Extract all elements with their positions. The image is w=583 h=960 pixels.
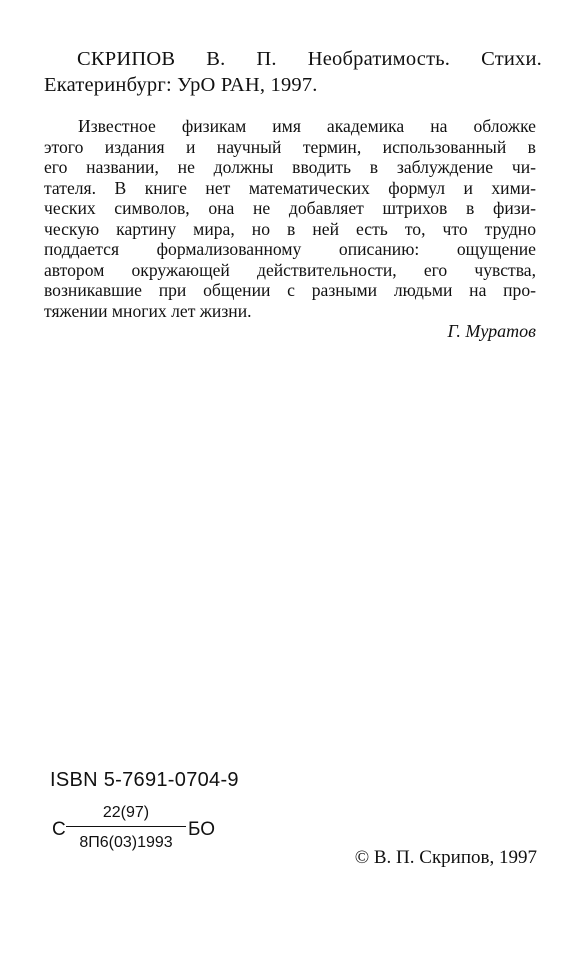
copyright-notice: © В. П. Скрипов, 1997 — [354, 847, 537, 868]
bbk-classification-code — [52, 803, 232, 863]
annotation-line: этого издания и научный термин, использованный в — [44, 136, 536, 157]
annotation-line: возникавшие при общении с разными людьми на про- — [44, 280, 536, 300]
annotation-line: его названии, не должны вводить в заблуждение чи- — [44, 157, 536, 177]
annotation-text — [44, 116, 536, 321]
bbk-suffix: БО — [188, 819, 216, 840]
annotation-line: ческих символов, она не добавляет штрихов в физи- — [44, 198, 536, 218]
bbk-fraction — [66, 803, 186, 859]
isbn-number: ISBN 5-7691-0704-9 — [50, 769, 239, 791]
annotation-line: Известное физикам имя академика на обложке — [78, 116, 536, 136]
annotation-author: Г. Муратов — [447, 321, 536, 341]
bbk-prefix: С — [52, 819, 66, 840]
annotation-line: поддается формализованному описанию: ощущение — [44, 239, 536, 259]
bbk-denominator: 8П6(03)1993 — [79, 834, 173, 851]
annotation-line: ческую картину мира, но в ней есть то, что трудно — [44, 218, 536, 239]
bibliographic-line-publisher: Екатеринбург: УрО РАН, 1997. — [44, 74, 318, 96]
bibliographic-line-title: СКРИПОВ В. П. Необратимость. Стихи. — [77, 48, 542, 70]
bbk-fraction-rule — [66, 826, 186, 827]
bibliographic-entry — [44, 46, 542, 98]
annotation-line: автором окружающей действительности, его чувства, — [44, 259, 536, 280]
annotation-line: тяжении многих лет жизни. — [44, 300, 252, 321]
bbk-numerator: 22(97) — [102, 804, 150, 821]
annotation-line: тателя. В книге нет математических формул и хими- — [44, 177, 536, 198]
